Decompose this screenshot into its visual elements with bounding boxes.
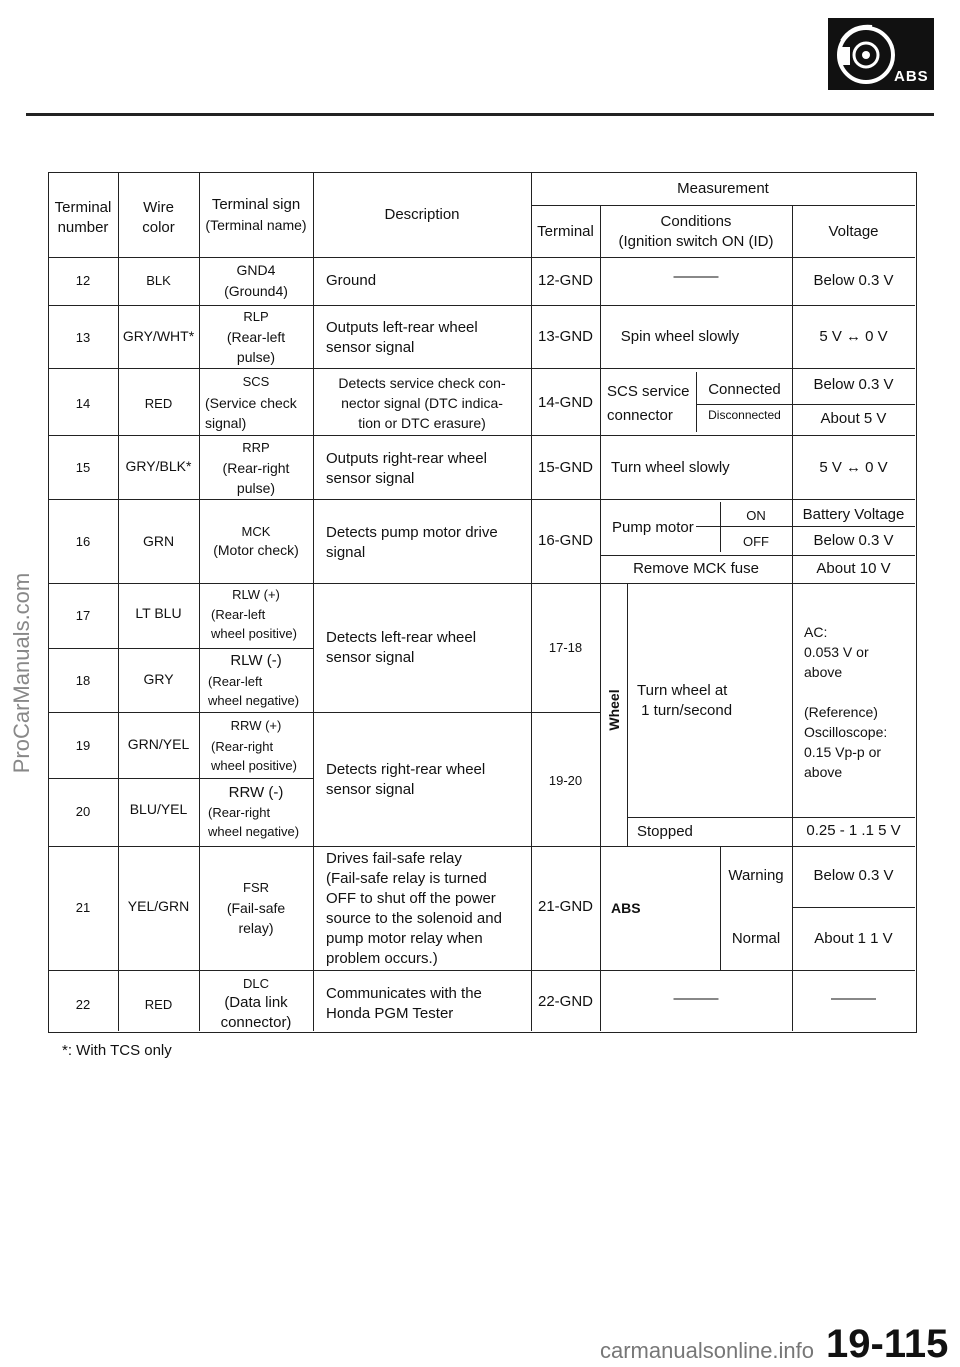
- terminal-sign: MCK: [241, 524, 271, 539]
- row-line: [792, 526, 915, 527]
- wire-color: BLK: [146, 273, 171, 288]
- condition-remove-fuse: Remove MCK fuse: [633, 560, 759, 577]
- header-description: Description: [384, 206, 460, 223]
- voltage: About 10 V: [816, 560, 891, 577]
- row-line: [696, 404, 792, 405]
- row-line: [48, 499, 915, 500]
- voltage: ———: [831, 990, 876, 1007]
- row-line: [696, 526, 792, 527]
- footer-watermark: carmanualsonline.info: [600, 1338, 815, 1363]
- voltage: Below 0.3 V: [813, 867, 894, 884]
- terminal-number: 19: [75, 738, 91, 753]
- description: Ground: [326, 272, 377, 289]
- voltage: About 5 V: [820, 410, 887, 427]
- wire-color: GRN/YEL: [127, 736, 190, 752]
- description: Detects pump motor drive signal: [326, 524, 498, 561]
- header-terminal-name: (Terminal name): [205, 217, 307, 233]
- wire-color: GRY/WHT*: [122, 328, 195, 344]
- row-line: [48, 846, 915, 847]
- header-ignition: (Ignition switch ON (ID): [618, 233, 774, 250]
- measure-terminal: 12-GND: [537, 272, 593, 289]
- measure-terminal: 22-GND: [537, 993, 593, 1010]
- voltage: Below 0.3 V: [813, 272, 894, 289]
- row-line: [600, 555, 915, 556]
- condition-on: ON: [746, 508, 766, 523]
- voltage-stopped: 0.25 - 1 .1 5 V: [806, 822, 901, 839]
- terminal-name: (Rear-right pulse): [222, 460, 290, 496]
- wire-color: GRN: [142, 533, 175, 549]
- condition: ———: [673, 990, 719, 1007]
- description: Outputs right-rear wheel sensor signal: [326, 450, 487, 487]
- terminal-name: (Motor check): [213, 542, 299, 558]
- site-watermark: ProCarManuals.com: [9, 572, 34, 774]
- abs-logo: [828, 18, 934, 90]
- terminal-sign: SCS: [242, 374, 270, 389]
- terminal-sign: RRP: [242, 440, 270, 455]
- terminal-number: 18: [75, 673, 91, 688]
- row-line: [48, 305, 915, 306]
- row-line: [48, 583, 915, 584]
- footnote: *: With TCS only: [62, 1042, 172, 1059]
- col-line: [313, 172, 314, 1031]
- terminal-name: (Fail-safe relay): [226, 900, 286, 936]
- terminal-name: (Rear-left wheel negative): [208, 674, 300, 708]
- header-terminal-sign: Terminal sign: [211, 196, 301, 213]
- row-line: [48, 712, 600, 713]
- terminal-number: 12: [75, 273, 91, 288]
- header-terminal-number: Terminal number: [54, 199, 112, 236]
- terminal-number: 22: [75, 997, 91, 1012]
- voltage: About 1 1 V: [814, 930, 893, 947]
- condition-normal: Normal: [731, 930, 781, 947]
- measure-terminal: 17-18: [548, 640, 583, 655]
- abs-logo-text: ABS: [894, 68, 929, 85]
- col-line: [792, 583, 793, 846]
- description: Drives fail-safe relay (Fail-safe relay is turned OFF to shut off the power source to the solenoid and pump motor relay when problem occurs.): [326, 850, 502, 967]
- condition: Spin wheel slowly: [620, 328, 740, 345]
- terminal-number: 17: [75, 608, 91, 623]
- header-conditions: Conditions: [660, 213, 732, 230]
- terminal-number: 13: [75, 330, 91, 345]
- col-line: [720, 846, 721, 970]
- terminal-sign: GND4: [236, 262, 276, 278]
- row-line: [48, 435, 915, 436]
- header-wire-color: Wire color: [142, 199, 175, 236]
- measure-terminal: 15-GND: [537, 459, 593, 476]
- wire-color: RED: [144, 396, 173, 411]
- header-measurement: Measurement: [677, 180, 769, 197]
- voltage: Below 0.3 V: [813, 532, 894, 549]
- condition: ———: [673, 268, 719, 285]
- row-line: [48, 970, 915, 971]
- terminal-name: (Data link connector): [220, 994, 292, 1031]
- condition-abs: ABS: [611, 900, 641, 916]
- row-line: [792, 907, 915, 908]
- terminal-sign: RRW (+): [230, 718, 282, 733]
- condition-connector: SCS service connector: [607, 383, 690, 424]
- terminal-name: (Rear-left pulse): [226, 329, 286, 365]
- row-line: [48, 778, 200, 779]
- header-voltage: Voltage: [828, 223, 879, 240]
- wire-color: GRY/BLK*: [125, 458, 192, 474]
- row-line: [531, 205, 915, 206]
- header-rule: [26, 113, 934, 116]
- terminal-number: 20: [75, 804, 91, 819]
- measure-terminal: 21-GND: [537, 898, 593, 915]
- voltage: 5 V ↔ 0 V: [819, 328, 888, 345]
- row-line: [200, 778, 314, 779]
- row-line: [48, 368, 915, 369]
- measure-terminal: 13-GND: [537, 328, 593, 345]
- condition-off: OFF: [743, 534, 769, 549]
- voltage: Battery Voltage: [802, 506, 905, 523]
- description: Detects service check con- nector signal (DTC indica- tion or DTC erasure): [338, 375, 506, 431]
- wire-color: RED: [144, 997, 173, 1012]
- condition-turn-wheel: Turn wheel at 1 turn/second: [637, 682, 733, 719]
- measure-terminal: 14-GND: [537, 394, 593, 411]
- terminal-sign: RRW (-): [228, 784, 284, 801]
- row-line: [627, 817, 915, 818]
- terminal-number: 21: [75, 900, 91, 915]
- terminal-name: (Rear-right wheel positive): [211, 739, 297, 773]
- measure-terminal: 19-20: [548, 773, 583, 788]
- row-line: [48, 257, 915, 258]
- terminal-number: 15: [75, 460, 91, 475]
- terminal-sign: RLW (-): [230, 652, 282, 669]
- voltage: Below 0.3 V: [813, 376, 894, 393]
- terminal-name: (Ground4): [224, 283, 288, 299]
- row-line: [792, 404, 915, 405]
- terminal-name: (Service check signal): [205, 395, 297, 431]
- condition-disconnected: Disconnected: [708, 408, 781, 422]
- wheel-label: Wheel: [606, 689, 622, 731]
- terminal-sign: RLW (+): [232, 587, 280, 602]
- description: Outputs left-rear wheel sensor signal: [326, 319, 478, 356]
- condition-connected: Connected: [708, 381, 781, 398]
- terminal-name: (Rear-left wheel positive): [211, 607, 297, 641]
- voltage-ac: AC: 0.053 V or above (Reference) Oscilloscope: 0.15 Vp-p or above: [804, 624, 888, 780]
- terminal-number: 14: [75, 396, 91, 411]
- description-left-wheel: Detects left-rear wheel sensor signal: [326, 629, 477, 666]
- terminal-sign: DLC: [242, 976, 269, 991]
- wire-color: YEL/GRN: [127, 898, 190, 914]
- condition: Turn wheel slowly: [611, 459, 730, 476]
- wire-color: LT BLU: [135, 605, 182, 621]
- row-line: [48, 648, 200, 649]
- brake-disc-icon: [832, 21, 902, 87]
- description-right-wheel: Detects right-rear wheel sensor signal: [326, 761, 486, 798]
- condition-warning: Warning: [728, 867, 784, 884]
- condition-pump-motor: Pump motor: [612, 519, 694, 536]
- condition-stopped: Stopped: [637, 823, 693, 840]
- row-line: [200, 648, 314, 649]
- terminal-sign: FSR: [243, 880, 269, 895]
- voltage: 5 V ↔ 0 V: [819, 459, 888, 476]
- wire-color: BLU/YEL: [129, 801, 188, 817]
- header-terminal: Terminal: [537, 223, 594, 240]
- terminal-name: (Rear-right wheel negative): [208, 805, 300, 839]
- col-line: [627, 583, 628, 846]
- terminal-sign: RLP: [243, 309, 269, 324]
- terminal-number: 16: [75, 534, 91, 549]
- measure-terminal: 16-GND: [537, 532, 593, 549]
- description: Communicates with the Honda PGM Tester: [326, 985, 482, 1022]
- page-number: 19-115: [826, 1322, 949, 1366]
- wire-color: GRY: [143, 671, 174, 687]
